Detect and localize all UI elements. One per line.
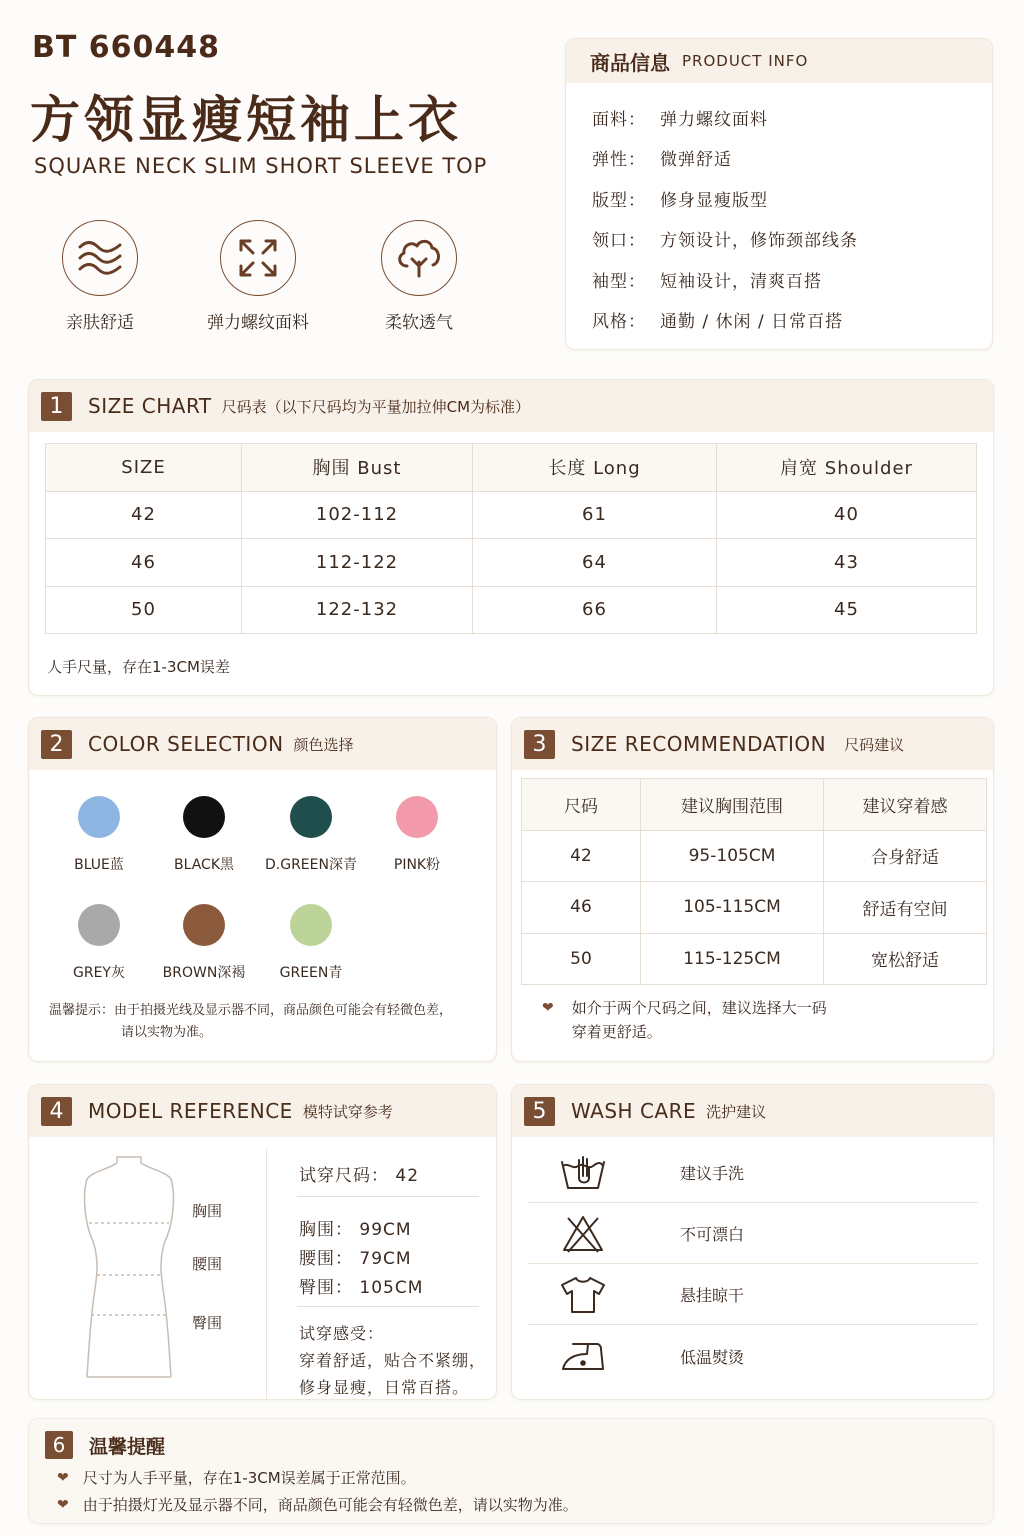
color-label: D.GREEN深青 bbox=[265, 857, 357, 873]
color-swatch[interactable] bbox=[183, 904, 225, 946]
heart-icon: ❤ bbox=[57, 1496, 69, 1513]
feature-stretch-rib bbox=[183, 220, 333, 333]
table-cell: 105-115CM bbox=[641, 882, 824, 934]
tip-item: ❤ 尺寸为人手平量，存在1-3CM误差属于正常范围。 bbox=[57, 1469, 416, 1487]
wash-item-low-iron bbox=[528, 1326, 978, 1386]
tips-card bbox=[28, 1418, 994, 1524]
divider bbox=[297, 1196, 479, 1197]
stretch-arrows-icon bbox=[220, 220, 296, 296]
table-cell: 42 bbox=[522, 830, 641, 882]
color-option-green[interactable] bbox=[251, 904, 371, 982]
size-table bbox=[45, 443, 977, 634]
wash-care-card bbox=[511, 1084, 994, 1400]
color-label: GREY灰 bbox=[73, 965, 125, 981]
table-cell: 40 bbox=[717, 491, 977, 539]
product-title-en: SQUARE NECK SLIM SHORT SLEEVE TOP bbox=[34, 154, 488, 178]
section-title-cn: 模特试穿参考 bbox=[302, 1102, 393, 1121]
table-cell: 43 bbox=[717, 539, 977, 587]
section-title-cn: 尺码表（以下尺码均为平量加拉伸CM为标准） bbox=[221, 397, 531, 416]
color-option-dark-green[interactable] bbox=[251, 796, 371, 874]
color-option-black[interactable] bbox=[144, 796, 264, 874]
table-cell: 宽松舒适 bbox=[824, 933, 987, 985]
heart-icon: ❤ bbox=[542, 1000, 554, 1016]
recommendation-table bbox=[521, 778, 987, 985]
table-header-cell: SIZE bbox=[46, 444, 242, 492]
table-cell: 50 bbox=[46, 586, 242, 634]
size-recommendation-header bbox=[512, 718, 993, 770]
model-size-tried: 试穿尺码： 42 bbox=[299, 1166, 420, 1186]
table-cell: 66 bbox=[473, 586, 717, 634]
info-row-fabric: 面料： 弹力螺纹面料 bbox=[592, 109, 768, 130]
section-title-en: MODEL REFERENCE bbox=[88, 1099, 293, 1123]
table-cell: 舒适有空间 bbox=[824, 882, 987, 934]
table-cell: 112-122 bbox=[242, 539, 473, 587]
section-number: 1 bbox=[41, 392, 72, 421]
section-number: 4 bbox=[41, 1097, 72, 1126]
info-row-neckline: 领口： 方领设计，修饰颈部线条 bbox=[592, 231, 858, 252]
table-cell: 46 bbox=[46, 539, 242, 587]
model-body bbox=[29, 1137, 496, 1400]
wash-label: 低温熨烫 bbox=[680, 1347, 745, 1367]
table-cell: 95-105CM bbox=[641, 830, 824, 882]
feature-soft-breathable bbox=[344, 220, 494, 333]
no-bleach-icon bbox=[528, 1214, 638, 1254]
wash-label: 建议手洗 bbox=[680, 1164, 745, 1183]
section-title-cn: 颜色选择 bbox=[293, 735, 354, 754]
section-number: 5 bbox=[524, 1097, 555, 1126]
color-swatch[interactable] bbox=[290, 904, 332, 946]
model-hip: 臀围： 105CM bbox=[299, 1278, 424, 1298]
table-header-cell: 肩宽 Shoulder bbox=[717, 444, 977, 492]
size-chart-note: 人手尺量，存在1-3CM误差 bbox=[47, 658, 230, 676]
section-number: 2 bbox=[41, 730, 72, 759]
table-cell: 102-112 bbox=[242, 491, 473, 539]
wash-care-header bbox=[512, 1085, 993, 1137]
color-option-pink[interactable] bbox=[357, 796, 477, 874]
cotton-icon bbox=[381, 220, 457, 296]
table-row bbox=[522, 882, 987, 934]
color-swatch[interactable] bbox=[183, 796, 225, 838]
table-header-row bbox=[522, 779, 987, 831]
size-chart-header bbox=[29, 380, 993, 432]
model-feel-line: 穿着舒适，贴合不紧绷， bbox=[299, 1351, 487, 1370]
table-header-row bbox=[46, 444, 977, 492]
tips-header bbox=[45, 1431, 165, 1459]
section-title-en: SIZE RECOMMENDATION bbox=[571, 732, 827, 756]
table-cell: 122-132 bbox=[242, 586, 473, 634]
color-label: GREEN青 bbox=[279, 965, 343, 981]
model-bust: 胸围： 99CM bbox=[299, 1220, 412, 1240]
info-row-fit: 版型： 修身显瘦版型 bbox=[592, 190, 768, 211]
product-code: BT 660448 bbox=[32, 30, 221, 65]
table-row bbox=[522, 830, 987, 882]
mannequin-label-hip: 臀围 bbox=[192, 1314, 223, 1332]
wash-item-no-bleach bbox=[528, 1204, 978, 1264]
size-recommendation-card bbox=[511, 717, 994, 1062]
color-selection-header bbox=[29, 718, 496, 770]
color-selection-card bbox=[28, 717, 497, 1062]
table-row bbox=[46, 539, 977, 587]
info-row-style: 风格： 通勤 / 休闲 / 日常百搭 bbox=[592, 312, 844, 333]
low-iron-icon bbox=[528, 1338, 638, 1374]
table-header-cell: 建议胸围范围 bbox=[641, 779, 824, 831]
color-swatch[interactable] bbox=[78, 904, 120, 946]
model-waist: 腰围： 79CM bbox=[299, 1249, 412, 1269]
color-label: BROWN深褐 bbox=[162, 965, 246, 981]
table-row bbox=[46, 491, 977, 539]
mannequin-label-bust: 胸围 bbox=[192, 1202, 223, 1220]
heart-icon: ❤ bbox=[57, 1469, 69, 1486]
hang-dry-icon bbox=[528, 1275, 638, 1315]
color-swatch[interactable] bbox=[78, 796, 120, 838]
product-info-title-cn: 商品信息 bbox=[590, 50, 670, 75]
feature-label: 弹力螺纹面料 bbox=[207, 313, 309, 333]
waves-icon bbox=[62, 220, 138, 296]
model-feel-title: 试穿感受： bbox=[299, 1324, 385, 1343]
table-cell: 合身舒适 bbox=[824, 830, 987, 882]
product-info-card bbox=[565, 38, 993, 350]
mannequin-icon bbox=[79, 1155, 179, 1381]
model-divider bbox=[266, 1149, 267, 1399]
table-cell: 64 bbox=[473, 539, 717, 587]
table-header-cell: 胸围 Bust bbox=[242, 444, 473, 492]
product-info-list bbox=[566, 83, 992, 340]
table-cell: 45 bbox=[717, 586, 977, 634]
table-header-cell: 建议穿着感 bbox=[824, 779, 987, 831]
section-number: 6 bbox=[45, 1431, 73, 1459]
size-chart-card bbox=[28, 379, 994, 696]
tip-item: ❤ 由于拍摄灯光及显示器不同，商品颜色可能会有轻微色差，请以实物为准。 bbox=[57, 1496, 578, 1514]
recommendation-tip: ❤ 如介于两个尺码之间，建议选择大一码 穿着更舒适。 bbox=[542, 996, 827, 1044]
table-cell: 61 bbox=[473, 491, 717, 539]
color-label: BLACK黑 bbox=[173, 857, 234, 873]
color-option-grey[interactable] bbox=[39, 904, 159, 982]
info-row-elasticity: 弹性： 微弹舒适 bbox=[592, 150, 732, 171]
divider bbox=[297, 1306, 479, 1307]
color-tip: 温馨提示：由于拍摄光线及显示器不同，商品颜色可能会有轻微色差， 请以实物为准。 bbox=[49, 1003, 453, 1040]
info-row-sleeve: 袖型： 短袖设计，清爽百搭 bbox=[592, 271, 822, 292]
table-cell: 50 bbox=[522, 933, 641, 985]
wash-item-hang-dry bbox=[528, 1265, 978, 1325]
table-cell: 46 bbox=[522, 882, 641, 934]
color-option-brown[interactable] bbox=[144, 904, 264, 982]
table-header-cell: 长度 Long bbox=[473, 444, 717, 492]
hand-wash-icon bbox=[528, 1154, 638, 1192]
wash-item-hand-wash bbox=[528, 1143, 978, 1203]
product-title-cn: 方领显瘦短袖上衣 bbox=[30, 91, 462, 149]
table-row bbox=[46, 586, 977, 634]
color-swatch[interactable] bbox=[396, 796, 438, 838]
section-number: 3 bbox=[524, 730, 555, 759]
feature-label: 亲肤舒适 bbox=[66, 313, 134, 333]
table-cell: 42 bbox=[46, 491, 242, 539]
product-info-header bbox=[566, 39, 992, 83]
tips-title: 温馨提醒 bbox=[89, 1435, 166, 1458]
color-option-blue[interactable] bbox=[39, 796, 159, 874]
model-reference-card bbox=[28, 1084, 497, 1400]
section-title-en: COLOR SELECTION bbox=[88, 732, 284, 756]
color-label: PINK粉 bbox=[393, 857, 441, 873]
table-cell: 115-125CM bbox=[641, 933, 824, 985]
wash-label: 不可漂白 bbox=[680, 1225, 745, 1244]
table-row bbox=[522, 933, 987, 985]
product-info-title-en: PRODUCT INFO bbox=[682, 52, 809, 70]
feature-label: 柔软透气 bbox=[385, 313, 453, 333]
section-title-en: SIZE CHART bbox=[88, 394, 212, 418]
wash-label: 悬挂晾干 bbox=[680, 1286, 745, 1305]
table-header-cell: 尺码 bbox=[522, 779, 641, 831]
color-swatch[interactable] bbox=[290, 796, 332, 838]
section-title-cn: 洗护建议 bbox=[706, 1102, 767, 1121]
model-feel-line: 修身显瘦，日常百搭。 bbox=[299, 1378, 470, 1397]
model-reference-header bbox=[29, 1085, 496, 1137]
feature-skin-friendly bbox=[25, 220, 175, 333]
section-title-cn: 尺码建议 bbox=[844, 735, 905, 754]
mannequin-label-waist: 腰围 bbox=[192, 1255, 223, 1273]
section-title-en: WASH CARE bbox=[571, 1099, 697, 1123]
color-label: BLUE蓝 bbox=[74, 857, 124, 873]
